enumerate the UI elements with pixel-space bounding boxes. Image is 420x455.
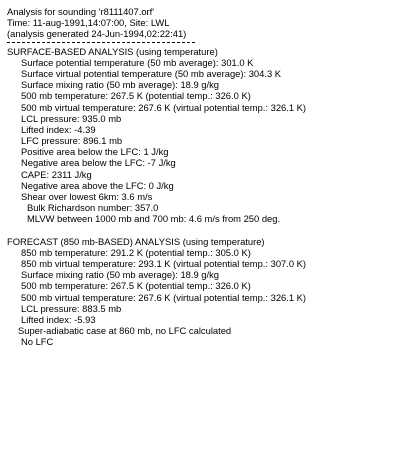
surface-line: Surface mixing ratio (50 mb average): 18.9 g/kg xyxy=(21,79,220,91)
surface-line: Bulk Richardson number: 357.0 xyxy=(27,202,159,214)
forecast-line: Surface mixing ratio (50 mb average): 18.9 g/kg xyxy=(21,269,220,281)
surface-line: Shear over lowest 6km: 3.6 m/s xyxy=(21,191,153,202)
surface-heading: SURFACE-BASED ANALYSIS (using temperature) xyxy=(7,45,218,57)
analysis-generated: (analysis generated 24-Jun-1994,02:22:41) xyxy=(7,28,187,40)
analysis-document xyxy=(7,6,417,347)
surface-line: MLVW between 1000 mb and 700 mb: 4.6 m/s from 250 deg. xyxy=(27,213,281,225)
forecast-line: 850 mb temperature: 291.2 K (potential temp.: 305.0 K) xyxy=(21,246,251,258)
surface-line: Surface virtual potential temperature (50 mb average): 304.3 K xyxy=(21,67,282,79)
surface-line: Negative area above the LFC: 0 J/kg xyxy=(21,179,174,191)
surface-line: LFC pressure: 896.1 mb xyxy=(21,135,123,147)
surface-line: Lifted index: -4.39 xyxy=(21,123,96,135)
surface-line: LCL pressure: 935.0 mb xyxy=(21,112,122,124)
separator-rule xyxy=(7,42,195,43)
surface-line: CAPE: 2311 J/kg xyxy=(21,168,92,180)
forecast-heading: FORECAST (850 mb-BASED) ANALYSIS (using temperature) xyxy=(7,235,265,247)
forecast-line: Lifted index: -5.93 xyxy=(21,313,96,325)
surface-line: 500 mb virtual temperature: 267.6 K (virtual potential temp.: 326.1 K) xyxy=(21,101,307,113)
forecast-line: 500 mb temperature: 267.5 K (potential temp.: 326.0 K) xyxy=(21,280,251,292)
sounding-time: Time: 11-aug-1991,14:07:00, Site: LWL xyxy=(7,17,170,29)
forecast-note: No LFC xyxy=(21,336,54,348)
forecast-line: 850 mb virtual temperature: 293.1 K (virtual potential temp.: 307.0 K) xyxy=(21,257,307,269)
forecast-line: 500 mb virtual temperature: 267.6 K (virtual potential temp.: 326.1 K) xyxy=(21,291,307,303)
surface-line: Surface potential temperature (50 mb average): 301.0 K xyxy=(21,56,254,68)
forecast-note: Super-adiabatic case at 860 mb, no LFC calculated xyxy=(18,325,232,337)
document-title: Analysis for sounding 'r8111407.orf' xyxy=(7,6,155,17)
surface-line: Negative area below the LFC: -7 J/kg xyxy=(21,157,176,169)
forecast-line: LCL pressure: 883.5 mb xyxy=(21,302,122,314)
surface-line: Positive area below the LFC: 1 J/kg xyxy=(21,146,169,158)
surface-line: 500 mb temperature: 267.5 K (potential temp.: 326.0 K) xyxy=(21,90,251,102)
